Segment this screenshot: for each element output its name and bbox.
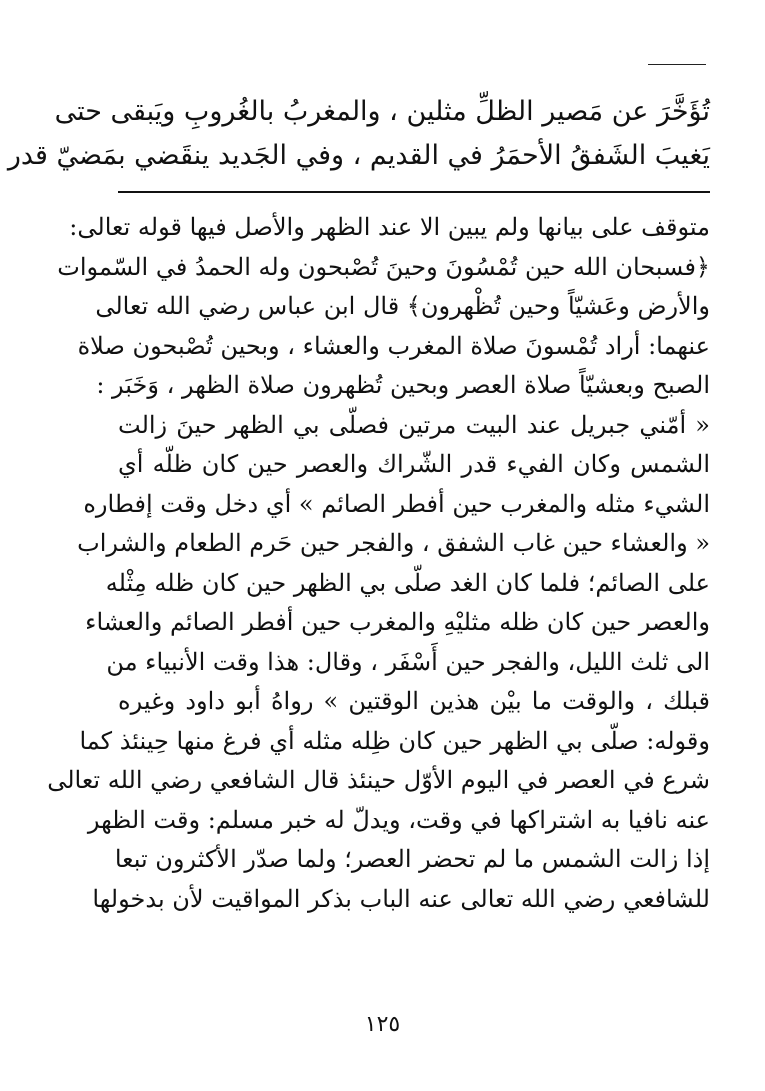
commentary-line: والأرض وعَشيّاً وحين تُظْهرون﴾ قال ابن عباس رضي الله تعالى (95, 292, 710, 320)
section-divider (118, 191, 710, 193)
commentary-line: الى ثلث الليل، والفجر حين أَسْفَر ، وقال: هذا وقت الأنبياء من (106, 647, 710, 676)
commentary-line: الشيء مثله والمغرب حين أفطر الصائم » أي دخل وقت إفطاره (83, 489, 710, 518)
commentary-line: قبلك ، والوقت ما بيْن هذين الوقتين » رواهُ أبو داود وغيره (118, 687, 710, 715)
commentary-text (47, 208, 710, 919)
top-rule (648, 64, 706, 65)
commentary-line: والعصر حين كان ظله مثليْهِ والمغرب حين أفطر الصائم والعشاء (85, 608, 710, 636)
page-number: ١٢٥ (364, 1012, 401, 1037)
commentary-line: « والعشاء حين غاب الشفق ، والفجر حين حَرم الطعام والشراب (77, 529, 710, 557)
main-line: تُؤَخَّرَ عن مَصير الظلِّ مثلين ، والمغربُ بالغُروبِ ويَبقى حتى (54, 96, 710, 127)
main-text (7, 90, 710, 178)
commentary-line: الصبح وبعشيّاً صلاة العصر وبحين تُظهرون صلاة الظهر ، وَخَبَر : (96, 371, 710, 399)
commentary-line: للشافعي رضي الله تعالى عنه الباب بذكر المواقيت لأن بدخولها (92, 884, 710, 913)
commentary-line: شرع في العصر في اليوم الأوّل حينئذ قال الشافعي رضي الله تعالى (47, 766, 710, 794)
commentary-line: إذا زالت الشمس ما لم تحضر العصر؛ ولما صدّر الأكثرون تبعا (114, 845, 710, 873)
commentary-line: ﴿فسبحان الله حين تُمْسُونَ وحينَ تُصْبحون وله الحمدُ في السّموات (57, 252, 710, 281)
commentary-line: على الصائم؛ فلما كان الغد صلّى بي الظهر حين كان ظله مِثْله (105, 568, 710, 597)
commentary-line: عنهما: أراد تُمْسونَ صلاة المغرب والعشاء ، وبحين تُصْبحون صلاة (77, 331, 710, 360)
commentary-line: عنه نافيا به اشتراكها في وقت، ويدلّ له خبر مسلم: وقت الظهر (87, 805, 710, 834)
commentary-line: متوقف على بيانها ولم يبين الا عند الظهر والأصل فيها قوله تعالى: (69, 213, 710, 241)
commentary-line: « أمّني جبريل عند البيت مرتين فصلّى بي الظهر حينَ زالت (118, 410, 710, 439)
main-line: يَغيبَ الشَفقُ الأحمَرُ في القديم ، وفي الجَديد ينقَضي بمَضيّ قدر (7, 140, 710, 171)
commentary-line: وقوله: صلّى بي الظهر حين كان ظِله مثله أي فرغ منها حِينئذ كما (79, 726, 710, 755)
commentary-line: الشمس وكان الفيء قدر الشّراك والعصر حين كان ظلّه أي (118, 450, 710, 478)
